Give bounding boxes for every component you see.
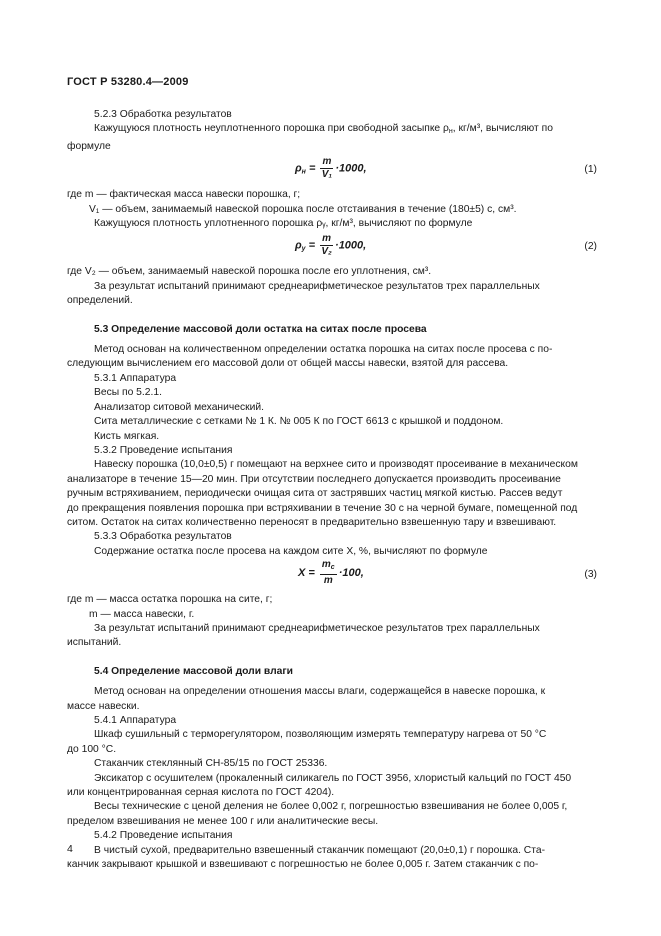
numerator-symbol: m xyxy=(321,559,331,571)
section-5-3-1-title: 5.3.1 Аппаратура xyxy=(94,372,177,384)
standard-header: ГОСТ Р 53280.4—2009 xyxy=(67,76,189,88)
paragraph-continuation: пределом взвешивания не менее 100 г или аналитические весы. xyxy=(67,815,379,827)
equipment-item: Весы по 5.2.1. xyxy=(94,387,162,399)
formula-symbol: ρ xyxy=(295,239,302,252)
where-clause: m — масса навески, г. xyxy=(89,608,195,620)
paragraph-procedure: В чистый сухой, предварительно взвешенный стаканчик помещают (20,0±0,1) г порошка. Ста- xyxy=(94,844,545,856)
section-5-2-3-title: 5.2.3 Обработка результатов xyxy=(94,109,232,120)
formula-symbol: ρ xyxy=(295,162,302,175)
paragraph-continuation: формуле xyxy=(67,140,111,152)
formula-3-expression: X = $\frac{m_с}{m}$ ·100, xyxy=(298,559,364,587)
denominator: V₂ xyxy=(321,246,332,258)
paragraph-method: Метод основан на определении отношения массы влаги, содержащейся в навеске порошка, к xyxy=(94,686,546,698)
paragraph-method: Метод основан на количественном определении остатка порошка на ситах после просева с по- xyxy=(94,344,553,356)
section-5-4-2-title: 5.4.2 Проведение испытания xyxy=(94,830,233,842)
document-body xyxy=(67,108,597,872)
paragraph-text: , кг/м³, вычисляют по xyxy=(452,123,553,135)
numerator: m xyxy=(322,233,332,245)
paragraph-continuation: канчик закрывают крышкой и взвешивают с погрешностью не более 0,005 г. Затем стаканчик с по- xyxy=(67,859,539,871)
formula-3 xyxy=(67,559,597,593)
paragraph-continuation: определений. xyxy=(67,295,133,307)
paragraph-continuation: или концентрированная серная кислота по ГОСТ 4204). xyxy=(67,787,335,799)
formula-3-number: (3) xyxy=(584,569,597,581)
section-5-3-3-title: 5.3.3 Обработка результатов xyxy=(94,531,232,543)
formula-symbol: X xyxy=(298,567,306,580)
section-5-3-heading: 5.3 Определение массовой доли остатка на ситах после просева xyxy=(94,323,427,335)
paragraph-residue-formula-intro: Содержание остатка после просева на каждом сите X, %, вычисляют по формуле xyxy=(94,545,488,557)
formula-2 xyxy=(67,231,597,265)
equipment-item: Сита металлические с сетками № 1 К. № 005 К по ГОСТ 6613 с крышкой и поддоном. xyxy=(94,416,504,428)
formula-subscript: н xyxy=(301,168,306,176)
numerator: m xyxy=(322,156,332,168)
paragraph-result: За результат испытаний принимают среднеарифметическое результатов трех параллельных xyxy=(94,622,540,634)
paragraph-continuation: испытаний. xyxy=(67,637,122,649)
formula-1 xyxy=(67,154,597,188)
formula-tail: ·100, xyxy=(338,567,364,580)
equipment-item: Стаканчик стеклянный СН-85/15 по ГОСТ 25336. xyxy=(94,758,328,770)
where-clause xyxy=(67,593,597,607)
equipment-item: Весы технические с ценой деления не более 0,002 г, погрешностью взвешивания не более 0,005 г, xyxy=(94,801,568,813)
formula-tail: ·1000, xyxy=(335,239,367,252)
paragraph-bulk-density xyxy=(67,122,597,139)
formula-subscript: у xyxy=(301,245,306,253)
where-clause: где m — фактическая масса навески порошка, г; xyxy=(67,189,301,201)
formula-2-expression: $\rho_у$ = $\frac{m}{\text{V₂}}$ ·1000, xyxy=(295,233,367,258)
numerator-subscript: с xyxy=(330,564,335,572)
page-number: 4 xyxy=(67,843,73,855)
denominator: V₁ xyxy=(321,169,332,181)
paragraph-continuation: ситом. Остаток на ситах количественно переносят в предварительно взвешенную тару и взвешивают. xyxy=(67,516,557,528)
formula-fraction xyxy=(320,156,333,181)
equipment-item: Шкаф сушильный с терморегулятором, позволяющим измерять температуру нагрева от 50 °С xyxy=(94,729,547,741)
formula-fraction xyxy=(320,559,337,587)
paragraph-procedure: Навеску порошка (10,0±0,5) г помещают на верхнее сито и производят просеивание в механическом xyxy=(94,459,578,471)
formula-fraction xyxy=(320,233,333,258)
paragraph-continuation: до прекращения появления порошка при встряхивании в течение 30 с на черной бумаге, помещенной под xyxy=(67,502,578,514)
section-5-4-1-title: 5.4.1 Аппаратура xyxy=(94,715,177,726)
section-5-4-heading: 5.4 Определение массовой доли влаги xyxy=(94,665,293,677)
formula-1-expression: $\rho_н$ = $\frac{m}{\text{V₁}}$ ·1000, xyxy=(295,156,367,181)
paragraph-continuation: анализаторе в течение 15—20 мин. При отсутствии последнего допускается производить просеивание xyxy=(67,473,561,485)
numerator xyxy=(320,559,337,575)
paragraph-continuation: массе навески. xyxy=(67,700,140,712)
subscript: н xyxy=(448,128,453,136)
where-clause: V₁ — объем, занимаемый навеской порошка после отстаивания в течение (180±5) с, см³. xyxy=(89,203,517,215)
equipment-item: Эксикатор с осушителем (прокаленный силикагель по ГОСТ 3956, хлористый кальций по ГОСТ 450 xyxy=(94,772,572,784)
formula-1-number: (1) xyxy=(584,164,597,176)
paragraph-continuation: до 100 °С. xyxy=(67,743,117,755)
paragraph-text: Кажущуюся плотность неуплотненного порошка при свободной засыпке ρ xyxy=(94,123,449,135)
paragraph-continuation: следующим вычислением его массовой доли от общей массы навески, взятой для рассева. xyxy=(67,358,509,370)
denominator: m xyxy=(323,575,333,587)
equipment-item: Кисть мягкая. xyxy=(94,430,160,442)
formula-2-number: (2) xyxy=(584,241,597,253)
section-5-3-2-title: 5.3.2 Проведение испытания xyxy=(94,444,233,456)
equipment-item: Анализатор ситовой механический. xyxy=(94,401,264,413)
paragraph-compacted-density: Кажущуюся плотность уплотненного порошка ρᵧ, кг/м³, вычисляют по формуле xyxy=(94,218,473,230)
where-clause: где V₂ — объем, занимаемый навеской порошка после его уплотнения, см³. xyxy=(67,266,432,278)
formula-tail: ·1000, xyxy=(335,162,367,175)
paragraph-result: За результат испытаний принимают среднеарифметическое результатов трех параллельных xyxy=(94,280,540,292)
paragraph-continuation: ручным встряхиванием, периодически очищая сита от застрявших частиц мягкой кистью. Рассев ведут xyxy=(67,488,563,500)
where-text: где m — масса остатка порошка на сите, г; xyxy=(67,594,273,606)
